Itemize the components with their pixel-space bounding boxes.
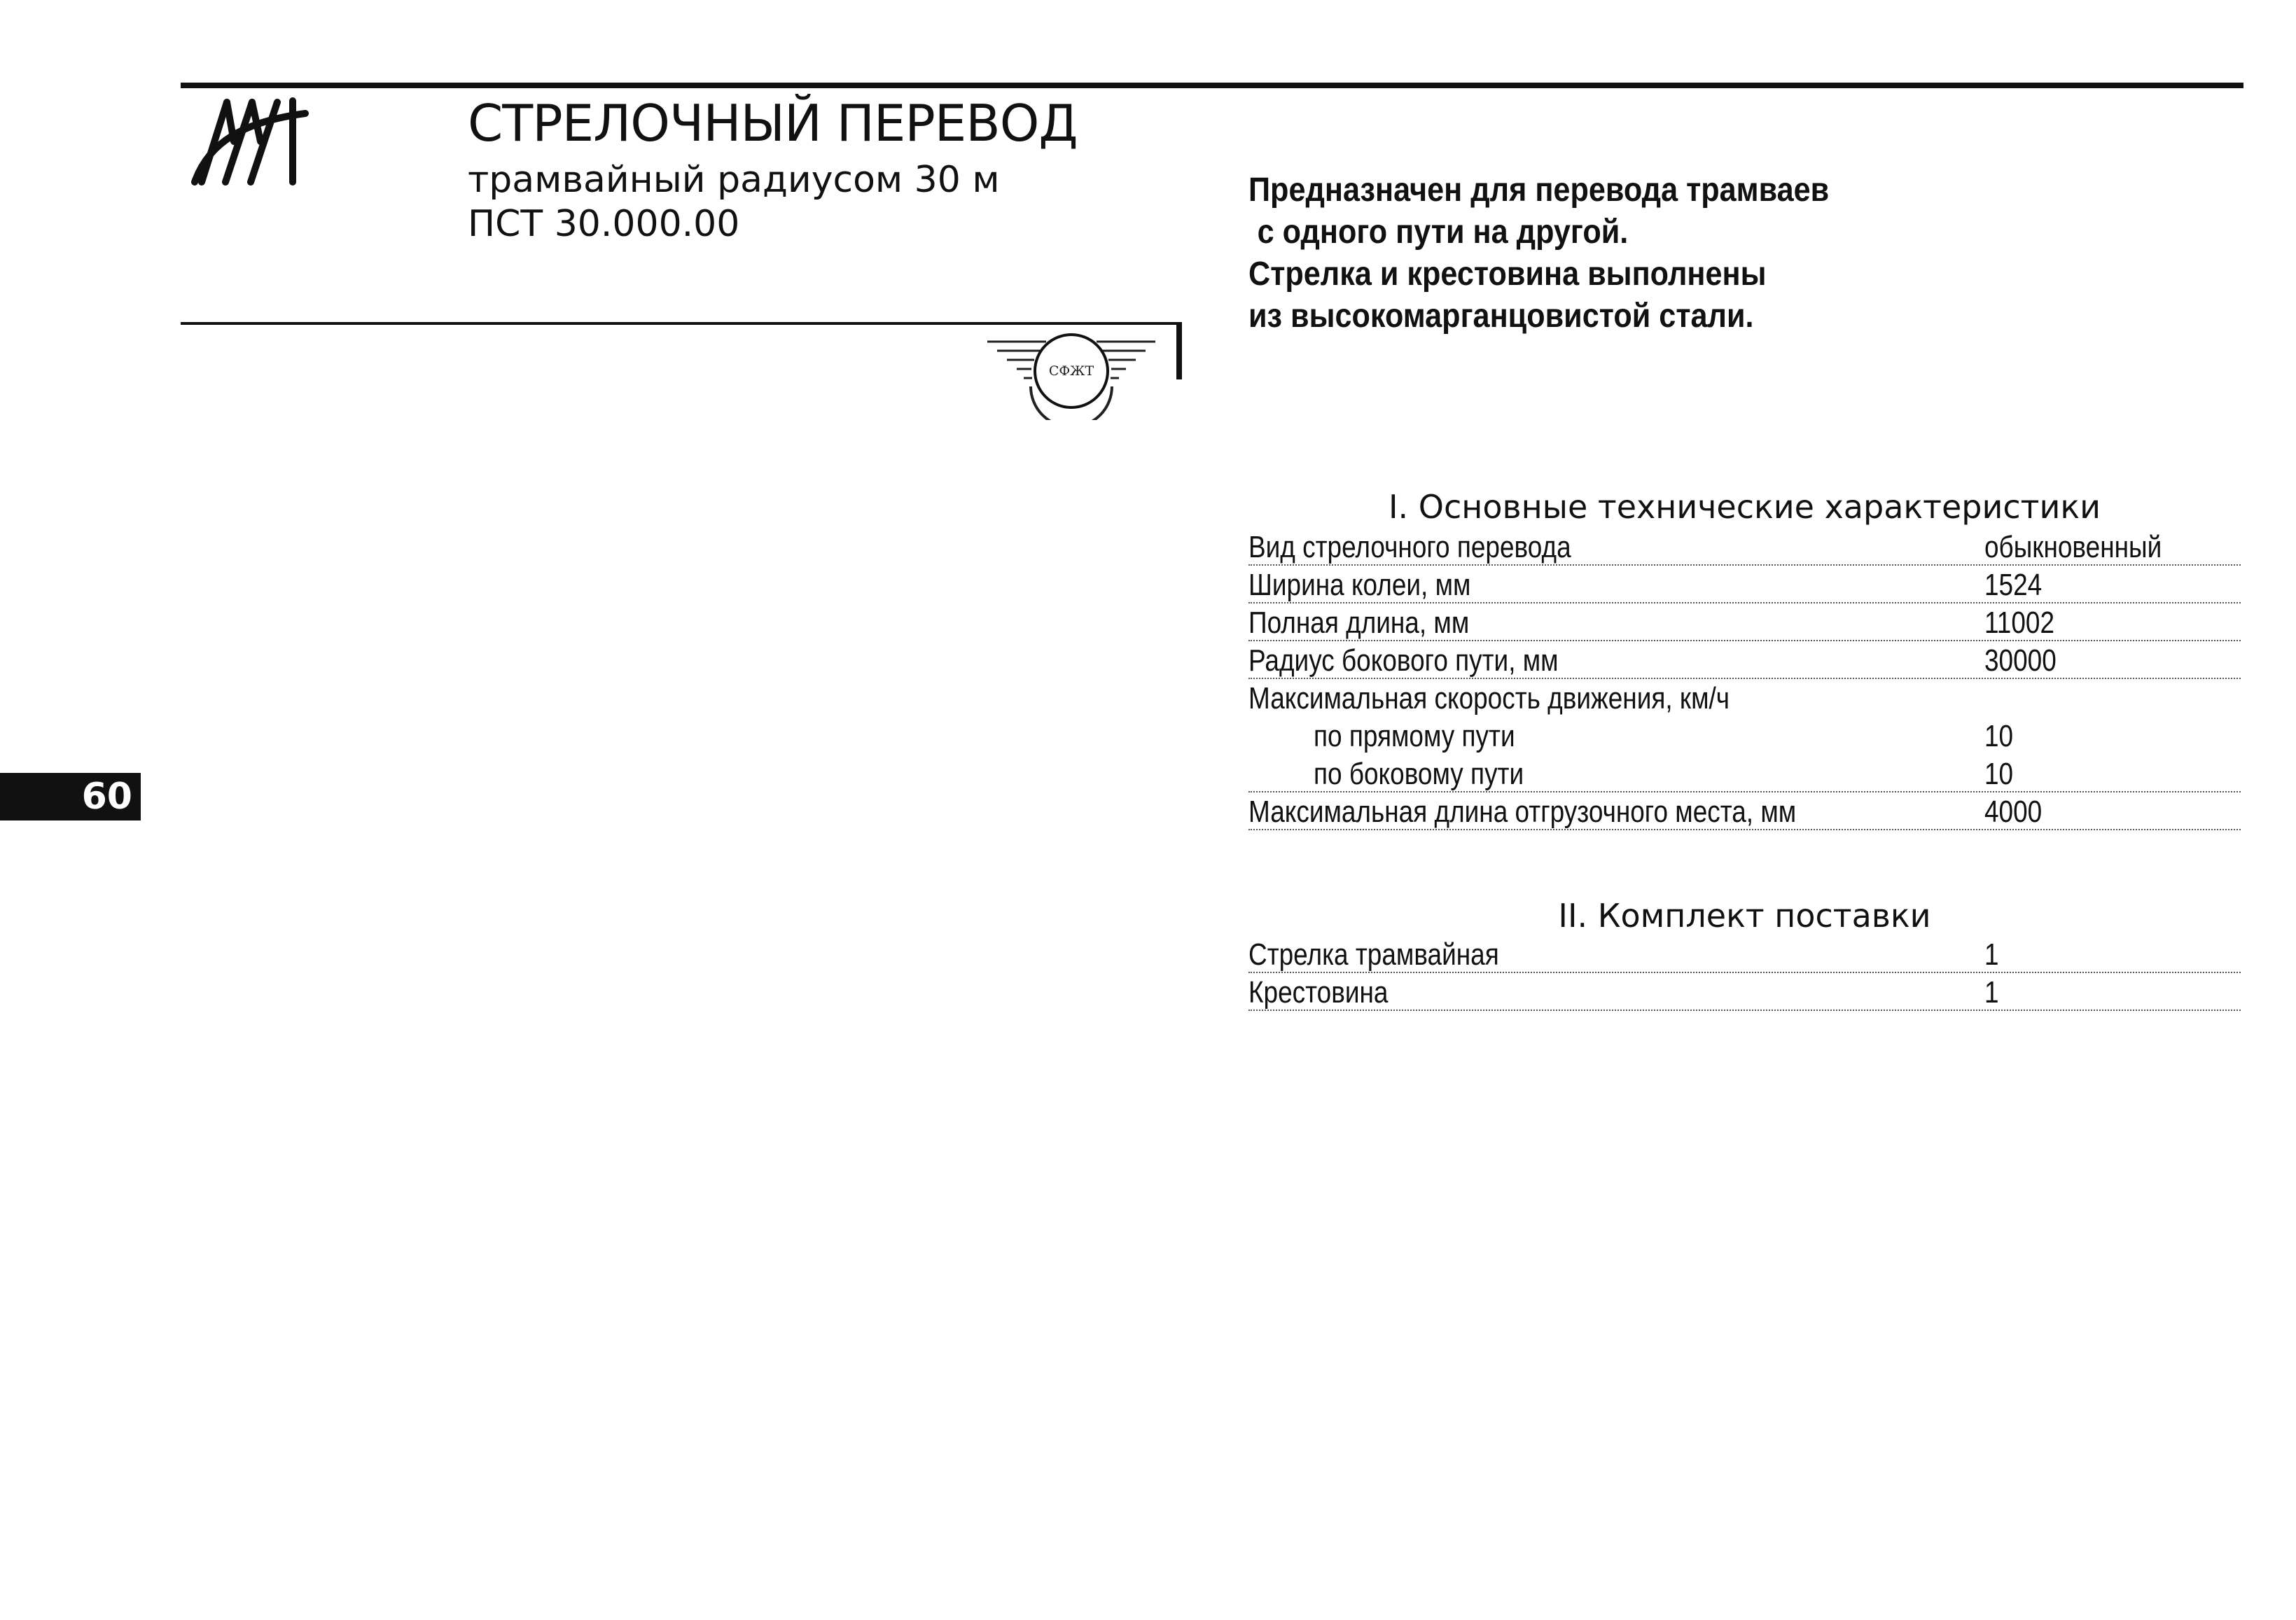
description-line: Предназначен для перевода трамваев — [1248, 172, 1830, 209]
header-top-rule — [181, 83, 2243, 88]
header-bottom-rule — [181, 322, 1181, 325]
spec-row — [1248, 792, 2241, 830]
spec-label: Максимальная скорость движения, км/ч — [1248, 681, 1730, 715]
page-title: СТРЕЛОЧНЫЙ ПЕРЕВОД — [468, 94, 1078, 153]
railway-tracks-logo-icon — [188, 92, 310, 187]
delivery-value: 1 — [1984, 937, 1999, 972]
specs-table — [1248, 528, 2241, 830]
header-end-bar — [1176, 322, 1182, 379]
description-line: из высокомарганцовистой стали. — [1248, 298, 1754, 335]
spec-row — [1248, 679, 2241, 717]
page-number-tab: 60 — [0, 773, 141, 821]
emblem-lettering: СФЖТ — [1048, 363, 1094, 379]
delivery-row — [1248, 935, 2241, 973]
spec-label: Ширина колеи, мм — [1248, 568, 1471, 602]
spec-value: 4000 — [1984, 795, 2043, 829]
spec-label: по боковому пути — [1314, 757, 1524, 791]
spec-value: 11002 — [1984, 606, 2055, 640]
page-subtitle: трамвайный радиусом 30 м — [468, 159, 1000, 201]
spec-row — [1248, 717, 2241, 755]
specs-heading: I. Основные технические характеристики — [1388, 488, 2101, 526]
spec-value: 10 — [1984, 757, 2014, 791]
product-code: ПСТ 30.000.00 — [468, 203, 740, 245]
winged-wheel-emblem-icon — [980, 329, 1162, 420]
spec-row — [1248, 528, 2241, 566]
description — [1248, 169, 1949, 337]
spec-row — [1248, 603, 2241, 641]
spec-label: Радиус бокового пути, мм — [1248, 643, 1559, 678]
delivery-table — [1248, 935, 2241, 1011]
spec-label: по прямому пути — [1314, 719, 1515, 753]
delivery-row — [1248, 973, 2241, 1011]
delivery-value: 1 — [1984, 975, 1999, 1010]
spec-value: 1524 — [1984, 568, 2043, 602]
spec-label: Вид стрелочного перевода — [1248, 530, 1571, 564]
spec-value: 10 — [1984, 719, 2014, 753]
description-line: с одного пути на другой. — [1257, 214, 1629, 251]
spec-value: 30000 — [1984, 643, 2057, 678]
spec-row — [1248, 755, 2241, 792]
spec-row — [1248, 641, 2241, 679]
spec-label: Максимальная длина отгрузочного места, мм — [1248, 795, 1797, 829]
spec-label: Полная длина, мм — [1248, 606, 1470, 640]
spec-value: обыкновенный — [1984, 530, 2162, 564]
delivery-heading: II. Комплект поставки — [1558, 897, 1931, 935]
delivery-label: Крестовина — [1248, 975, 1389, 1010]
delivery-label: Стрелка трамвайная — [1248, 937, 1499, 972]
description-line: Стрелка и крестовина выполнены — [1248, 256, 1767, 293]
spec-row — [1248, 566, 2241, 603]
